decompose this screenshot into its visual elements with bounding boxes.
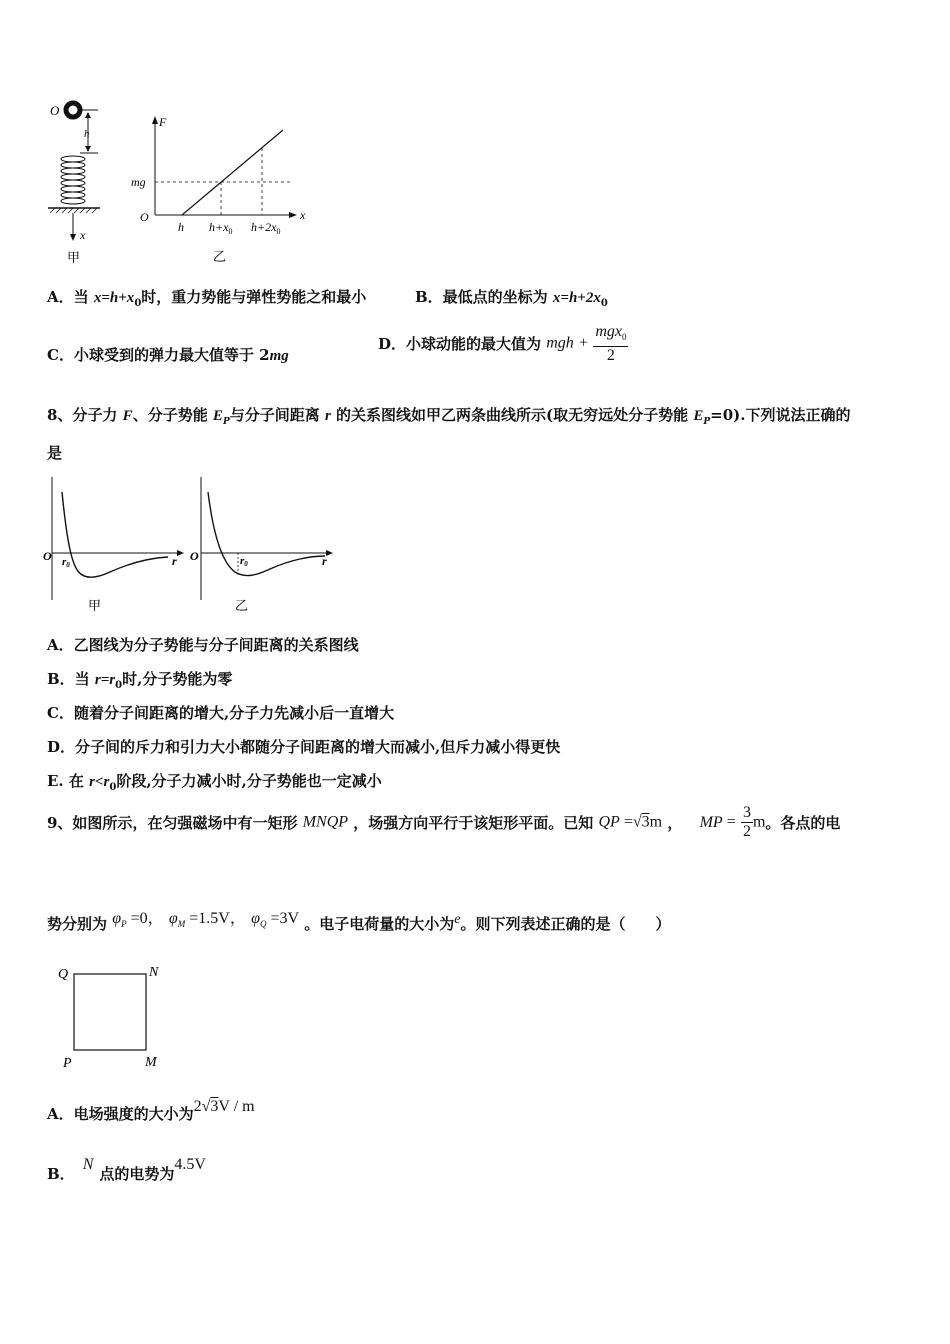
yi-origin: O (190, 549, 199, 563)
q8-stem-line1: 8、分子力 F、分子势能 $E_P$与分子间距离 r 的关系图线如甲乙两条曲线所示(取无穷远处分子势能 $E_P=0$).下列说法正确的 (47, 406, 851, 427)
q7-option-c[interactable]: C．小球受到的弹力最大值等于 2mg (47, 346, 289, 364)
ball (66, 103, 80, 117)
yi-curve (208, 492, 325, 576)
x-axis-label: x (300, 208, 306, 222)
spring-figure (40, 95, 110, 270)
spring-coils (61, 156, 85, 204)
label-p: P (63, 1056, 72, 1071)
jia-x-arrow (177, 550, 184, 556)
mg-label: mg (131, 175, 146, 189)
jia-origin: O (43, 549, 52, 563)
q9-stem-line1: 9、如图所示，在匀强磁场中有一矩形 MNQP ，场强方向平行于该矩形平面。已知 QP =√3m ， MP = $\frac{3}{2}$ m。各点的电 (47, 804, 841, 840)
spring-origin-label: O (50, 103, 60, 118)
force-graph (125, 108, 315, 268)
yi-caption: 乙 (235, 598, 249, 613)
q7-d-fraction: $\frac{mgx_0}{2}$ (595, 323, 627, 364)
q7-option-d[interactable]: D．小球动能的最大值为 mgh + $\frac{mgx_0}{2}$ (378, 323, 627, 364)
molecular-graph-yi (185, 472, 340, 617)
caption-jia: 甲 (67, 250, 81, 265)
q8-option-e[interactable]: E. 在 $r<r_0$阶段,分子力减小时,分子势能也一定减小 (47, 772, 382, 793)
jia-curve (62, 492, 168, 577)
q8-stem-line2: 是 (47, 444, 63, 462)
q8-option-c[interactable]: C．随着分子间距离的增大,分子力先减小后一直增大 (47, 704, 395, 722)
jia-r0: r0 (62, 556, 70, 569)
h-label: h (84, 128, 90, 140)
yi-r-axis-label: r (322, 554, 327, 568)
q7-option-a[interactable]: A．当 $x=h+x_0$时，重力势能与弹性势能之和最小 (47, 288, 367, 309)
q8-option-d[interactable]: D．分子间的斥力和引力大小都随分子间距离的增大而减小,但斥力减小得更快 (47, 738, 561, 756)
caption-yi: 乙 (213, 249, 227, 264)
q7-option-b[interactable]: B．最低点的坐标为 $x=h+2x_0$ (415, 288, 608, 309)
jia-caption: 甲 (88, 598, 102, 613)
q8-option-b[interactable]: B．当 $r=r_0$时,分子势能为零 (47, 670, 233, 691)
q9-mp-fraction: $\frac{3}{2}$ (742, 804, 751, 840)
tick-h-2x0: $h+2x_0$ (251, 220, 281, 236)
q9-stem-line2: 势分别为 $\varphi_P =0$， $\varphi_M =1.5V$， $\varphi_Q =3V$ 。电子电荷量的大小为e。则下列表述正确的是（ ） (47, 910, 671, 933)
x-axis-arrow (289, 212, 297, 218)
tick-h-x0: $h+x_0$ (209, 220, 233, 236)
h-arrow-head-up (85, 112, 91, 118)
jia-r-axis-label: r (172, 554, 177, 568)
yi-r0: r0 (240, 555, 248, 568)
q8-option-a[interactable]: A．乙图线为分子势能与分子间距离的关系图线 (47, 636, 359, 654)
molecular-graph-jia (40, 472, 190, 617)
origin-label: O (140, 210, 149, 224)
f-axis-label: F (159, 115, 167, 129)
rectangle (74, 974, 146, 1050)
q9-option-a[interactable]: A．电场强度的大小为2√3V / m (47, 1098, 255, 1123)
x-down-label: x (80, 228, 86, 242)
x-axis-down-arrow (70, 234, 76, 241)
q9-option-b[interactable]: B．N点的电势为4.5V (47, 1156, 206, 1183)
yi-x-arrow (326, 550, 333, 556)
label-q: Q (58, 967, 69, 982)
force-line (182, 130, 283, 215)
tick-h: h (178, 220, 184, 234)
label-n: N (149, 965, 159, 980)
label-m: M (145, 1055, 157, 1070)
h-arrow-head-down (85, 146, 91, 152)
rectangle-mnqp-figure (55, 960, 175, 1075)
f-axis-arrow (152, 116, 158, 124)
